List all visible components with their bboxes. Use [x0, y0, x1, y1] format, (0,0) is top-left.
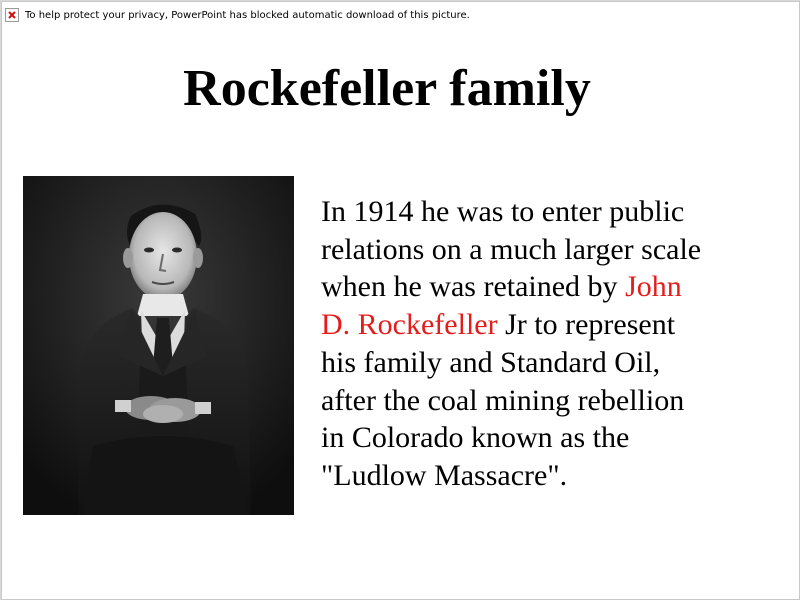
highlighted-name-part-2: D. Rockefeller — [321, 308, 498, 342]
body-line-text: "Ludlow Massacre". — [321, 458, 568, 492]
highlighted-name-part-1: John — [625, 270, 682, 304]
body-line-text: Jr to represent — [497, 308, 676, 342]
body-line — [321, 268, 791, 306]
body-line — [321, 344, 791, 382]
body-line — [321, 382, 791, 420]
broken-image-icon — [5, 8, 19, 22]
body-line-text: when he was retained by — [321, 270, 626, 304]
blocked-picture-message: To help protect your privacy, PowerPoint has blocked automatic download of this picture. — [25, 9, 470, 21]
body-line — [321, 193, 791, 231]
body-line-text: after the coal mining rebellion — [321, 383, 685, 417]
body-line-text: relations on a much larger scale — [321, 232, 702, 266]
body-line-text: in Colorado known as the — [321, 421, 630, 455]
body-line — [321, 306, 791, 344]
portrait-photo — [23, 176, 294, 515]
body-line-text: his family and Standard Oil, — [321, 345, 661, 379]
body-line — [321, 231, 791, 269]
blocked-picture-notice — [5, 5, 470, 25]
body-line-text: In 1914 he was to enter public — [321, 195, 685, 228]
body-line — [321, 419, 791, 457]
body-line — [321, 457, 791, 495]
slide-body-text — [321, 193, 791, 495]
slide-title: Rockefeller family — [183, 60, 591, 117]
